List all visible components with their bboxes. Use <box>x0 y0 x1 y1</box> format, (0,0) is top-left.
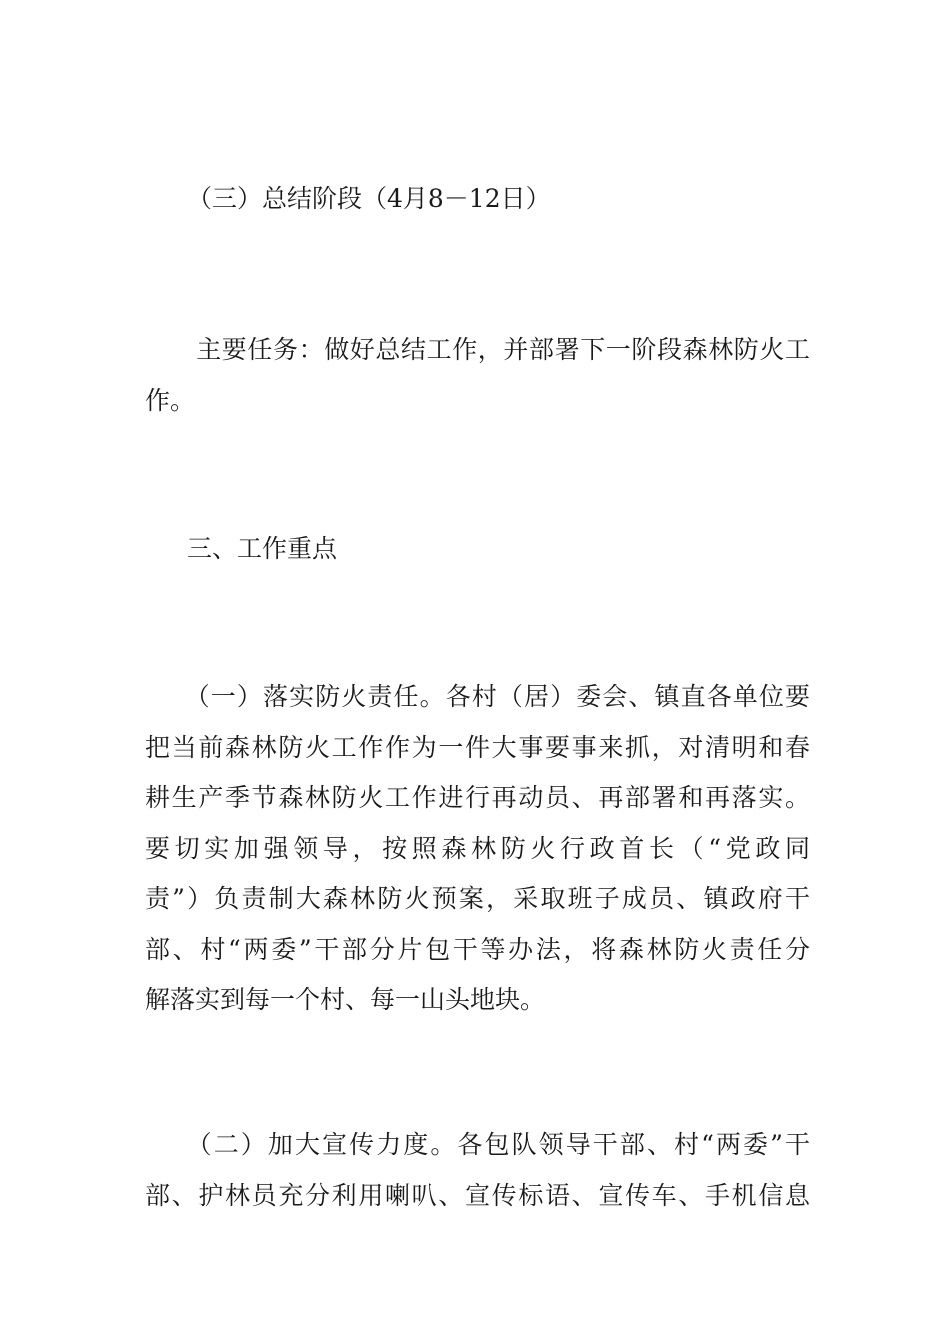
point1-line-4: 要切实加强领导，按照森林防火行政首长（“党政同 <box>145 833 810 863</box>
point2-line-2: 部、护林员充分利用喇叭、宣传标语、宣传车、手机信息 <box>145 1180 810 1210</box>
task-line-2: 作。 <box>145 385 196 415</box>
point1-line-2: 把当前森林防火工作作为一件大事要事来抓，对清明和春 <box>145 732 810 762</box>
point1-line-7: 解落实到每一个村、每一山头地块。 <box>145 985 546 1014</box>
point1-paragraph <box>145 672 810 1026</box>
section-heading: 三、工作重点 <box>187 534 338 563</box>
point1-line-1: （一）落实防火责任。各村（居）委会、镇直各单位要 <box>145 682 810 711</box>
point2-line-1: （二）加大宣传力度。各包队领导干部、村“两委”干 <box>145 1130 810 1159</box>
task-paragraph <box>145 325 810 426</box>
point2-paragraph <box>145 1120 810 1221</box>
point1-line-6: 部、村“两委”干部分片包干等办法，将森林防火责任分 <box>145 934 810 964</box>
stage3-heading: （三）总结阶段（4月8－12日） <box>187 184 551 213</box>
point1-line-3: 耕生产季节森林防火工作进行再动员、再部署和再落实。 <box>145 783 810 812</box>
task-line-1: 主要任务：做好总结工作，并部署下一阶段森林防火工 <box>145 335 810 364</box>
point1-line-5: 责”）负责制大森林防火预案，采取班子成员、镇政府干 <box>145 884 810 913</box>
